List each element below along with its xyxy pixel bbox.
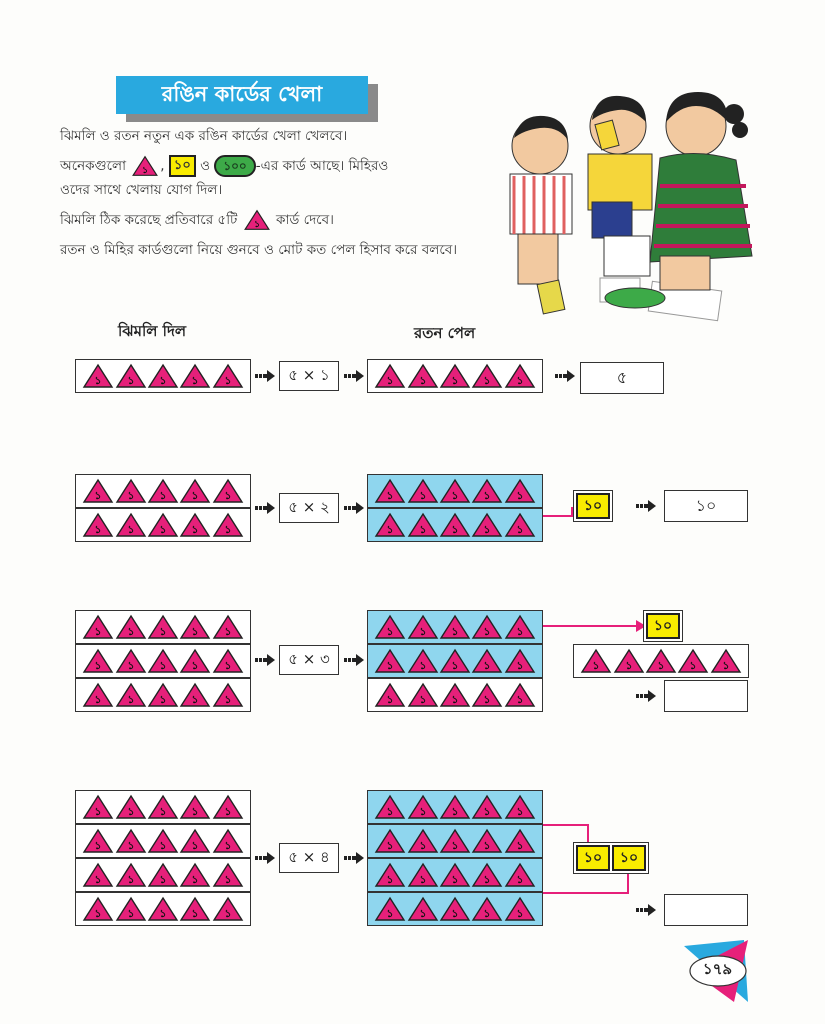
one-card-icon	[147, 614, 179, 640]
one-card-icon	[130, 155, 160, 177]
given-cards-row	[75, 790, 251, 824]
one-card-icon	[212, 512, 244, 538]
connector-line	[543, 625, 643, 627]
arrow-icon	[636, 690, 656, 702]
one-card-icon	[407, 682, 439, 708]
multiplication-box: ৫ × ১	[279, 361, 339, 391]
ten-card-frame	[643, 610, 683, 642]
one-card-icon	[645, 648, 677, 674]
received-cards-row	[367, 359, 543, 393]
one-card-icon	[374, 614, 406, 640]
given-cards-row	[75, 474, 251, 508]
arrow-icon	[344, 654, 364, 666]
one-card-icon	[471, 363, 503, 389]
one-card-icon	[82, 862, 114, 888]
one-card-icon	[439, 363, 471, 389]
arrow-icon	[255, 502, 275, 514]
one-card-icon	[504, 896, 536, 922]
one-card-icon	[115, 478, 147, 504]
one-card-icon	[147, 363, 179, 389]
one-card-icon	[471, 512, 503, 538]
one-card-icon	[115, 363, 147, 389]
one-card-icon	[374, 862, 406, 888]
one-card-icon	[374, 828, 406, 854]
ten-card-icon: ১০	[169, 155, 196, 177]
arrow-icon	[255, 654, 275, 666]
received-cards-row	[367, 644, 543, 678]
received-cards-row	[367, 892, 543, 926]
remaining-cards-row	[573, 644, 749, 678]
arrow-icon	[255, 370, 275, 382]
one-card-icon	[471, 828, 503, 854]
intro-paragraph-3	[60, 208, 485, 232]
one-card-icon	[439, 614, 471, 640]
one-card-icon	[374, 478, 406, 504]
arrow-icon	[344, 852, 364, 864]
one-card-icon	[82, 614, 114, 640]
one-card-icon	[179, 614, 211, 640]
received-cards-row	[367, 790, 543, 824]
one-card-icon	[439, 682, 471, 708]
one-card-icon	[504, 478, 536, 504]
given-cards-row	[75, 508, 251, 542]
ten-card: ১০	[646, 613, 680, 639]
one-card-icon	[82, 828, 114, 854]
one-card-icon	[147, 648, 179, 674]
one-card-icon	[710, 648, 742, 674]
one-card-icon	[82, 363, 114, 389]
one-card-icon	[147, 478, 179, 504]
one-card-icon	[115, 614, 147, 640]
arrow-icon	[344, 502, 364, 514]
one-card-icon	[471, 794, 503, 820]
one-card-icon	[439, 828, 471, 854]
one-card-icon	[179, 648, 211, 674]
one-card-icon	[439, 478, 471, 504]
answer-box[interactable]	[664, 680, 748, 712]
one-card-icon	[407, 862, 439, 888]
given-cards-row	[75, 644, 251, 678]
one-card-icon	[439, 794, 471, 820]
one-card-icon	[115, 648, 147, 674]
one-card-icon	[179, 828, 211, 854]
intro-p2-after: -এর কার্ড আছে। মিহিরও	[255, 158, 389, 174]
one-card-icon	[242, 209, 272, 231]
one-card-icon	[212, 682, 244, 708]
given-cards-row	[75, 359, 251, 393]
one-card-icon	[82, 648, 114, 674]
one-card-icon	[179, 682, 211, 708]
one-card-icon	[212, 478, 244, 504]
label-ratan-got: রতন পেল	[414, 324, 476, 342]
one-card-icon	[407, 363, 439, 389]
one-card-icon	[374, 648, 406, 674]
multiplication-box: ৫ × ২	[279, 493, 339, 523]
arrow-icon	[344, 370, 364, 382]
one-card-icon	[439, 896, 471, 922]
intro-p2-comma: ,	[160, 158, 165, 174]
one-card-icon	[82, 794, 114, 820]
one-card-icon	[407, 896, 439, 922]
intro-p3-after: কার্ড দেবে।	[276, 212, 334, 228]
intro-p2-before: অনেকগুলো	[60, 158, 126, 174]
one-card-icon	[115, 896, 147, 922]
one-card-icon	[407, 614, 439, 640]
ten-card: ১০	[576, 493, 610, 519]
one-card-icon	[179, 862, 211, 888]
one-card-icon	[471, 896, 503, 922]
one-card-icon	[613, 648, 645, 674]
intro-paragraph-2	[60, 154, 485, 202]
one-card-icon	[374, 363, 406, 389]
one-card-icon	[439, 648, 471, 674]
one-card-icon	[212, 862, 244, 888]
one-card-icon	[82, 478, 114, 504]
one-card-icon	[407, 648, 439, 674]
ten-card: ১০	[612, 845, 646, 871]
one-card-icon	[212, 648, 244, 674]
hundred-card-icon: ১০০	[214, 155, 255, 177]
one-card-icon	[115, 828, 147, 854]
multiplication-box: ৫ × ৪	[279, 843, 339, 873]
one-card-icon	[504, 682, 536, 708]
one-card-icon	[147, 862, 179, 888]
given-cards-row	[75, 678, 251, 712]
one-card-icon	[439, 862, 471, 888]
received-cards-row	[367, 508, 543, 542]
one-card-icon	[471, 682, 503, 708]
one-card-icon	[212, 614, 244, 640]
one-card-icon	[471, 648, 503, 674]
one-card-icon	[179, 512, 211, 538]
one-card-icon	[147, 828, 179, 854]
ten-card-frame	[573, 490, 613, 522]
children-illustration	[500, 86, 770, 332]
multiplication-box: ৫ × ৩	[279, 645, 339, 675]
given-cards-row	[75, 858, 251, 892]
one-card-icon	[115, 682, 147, 708]
connector-line	[543, 515, 571, 517]
one-card-icon	[504, 828, 536, 854]
ten-card: ১০	[576, 845, 610, 871]
intro-p3-before: ঝিমলি ঠিক করেছে প্রতিবারে ৫টি	[60, 212, 238, 228]
one-card-icon	[471, 614, 503, 640]
connector-line	[543, 824, 589, 826]
one-card-icon	[407, 794, 439, 820]
one-card-icon	[677, 648, 709, 674]
received-cards-row	[367, 824, 543, 858]
received-cards-row	[367, 474, 543, 508]
one-card-icon	[179, 896, 211, 922]
one-card-icon	[504, 512, 536, 538]
one-card-icon	[147, 512, 179, 538]
one-card-icon	[212, 828, 244, 854]
one-card-icon	[179, 363, 211, 389]
intro-p2-and: ও	[200, 158, 211, 174]
one-card-icon	[374, 794, 406, 820]
arrow-icon	[636, 500, 656, 512]
one-card-icon	[115, 512, 147, 538]
one-card-icon	[147, 896, 179, 922]
one-card-icon	[147, 682, 179, 708]
one-card-icon	[504, 794, 536, 820]
given-cards-row	[75, 892, 251, 926]
one-card-icon	[471, 478, 503, 504]
one-card-icon	[82, 896, 114, 922]
received-cards-row	[367, 678, 543, 712]
page-title: রঙিন কার্ডের খেলা	[116, 76, 368, 114]
ten-card-frame	[573, 842, 649, 874]
arrow-icon	[636, 904, 656, 916]
one-card-icon	[374, 512, 406, 538]
arrow-icon	[555, 370, 575, 382]
received-cards-row	[367, 610, 543, 644]
one-card-icon	[439, 512, 471, 538]
one-card-icon	[82, 682, 114, 708]
intro-text	[60, 124, 485, 268]
answer-box[interactable]	[664, 894, 748, 926]
arrow-icon	[255, 852, 275, 864]
one-card-icon	[179, 478, 211, 504]
one-card-icon	[504, 862, 536, 888]
one-card-icon	[212, 896, 244, 922]
one-card-icon	[407, 478, 439, 504]
one-card-icon	[504, 614, 536, 640]
one-card-icon	[407, 828, 439, 854]
page-number: ১৭৯	[702, 959, 733, 978]
one-card-icon	[580, 648, 612, 674]
one-card-icon	[115, 862, 147, 888]
connector-line	[543, 892, 629, 894]
one-card-icon	[82, 512, 114, 538]
one-card-icon	[212, 363, 244, 389]
result-box: ৫	[580, 362, 664, 394]
one-card-icon	[374, 682, 406, 708]
intro-paragraph-4: রতন ও মিহির কার্ডগুলো নিয়ে গুনবে ও মোট কত পেল হিসাব করে বলবে।	[60, 242, 458, 258]
one-card-icon	[407, 512, 439, 538]
intro-paragraph-1: ঝিমলি ও রতন নতুন এক রঙিন কার্ডের খেলা খেলবে।	[60, 128, 348, 144]
result-box: ১০	[664, 490, 748, 522]
one-card-icon	[147, 794, 179, 820]
given-cards-row	[75, 610, 251, 644]
one-card-icon	[212, 794, 244, 820]
received-cards-row	[367, 858, 543, 892]
intro-p2-line2: ওদের সাথে খেলায় যোগ দিল।	[60, 182, 223, 198]
one-card-icon	[504, 363, 536, 389]
one-card-icon	[374, 896, 406, 922]
label-jhimli-gave: ঝিমলি দিল	[118, 322, 187, 340]
given-cards-row	[75, 824, 251, 858]
one-card-icon	[504, 648, 536, 674]
one-card-icon	[115, 794, 147, 820]
one-card-icon	[471, 862, 503, 888]
one-card-icon	[179, 794, 211, 820]
